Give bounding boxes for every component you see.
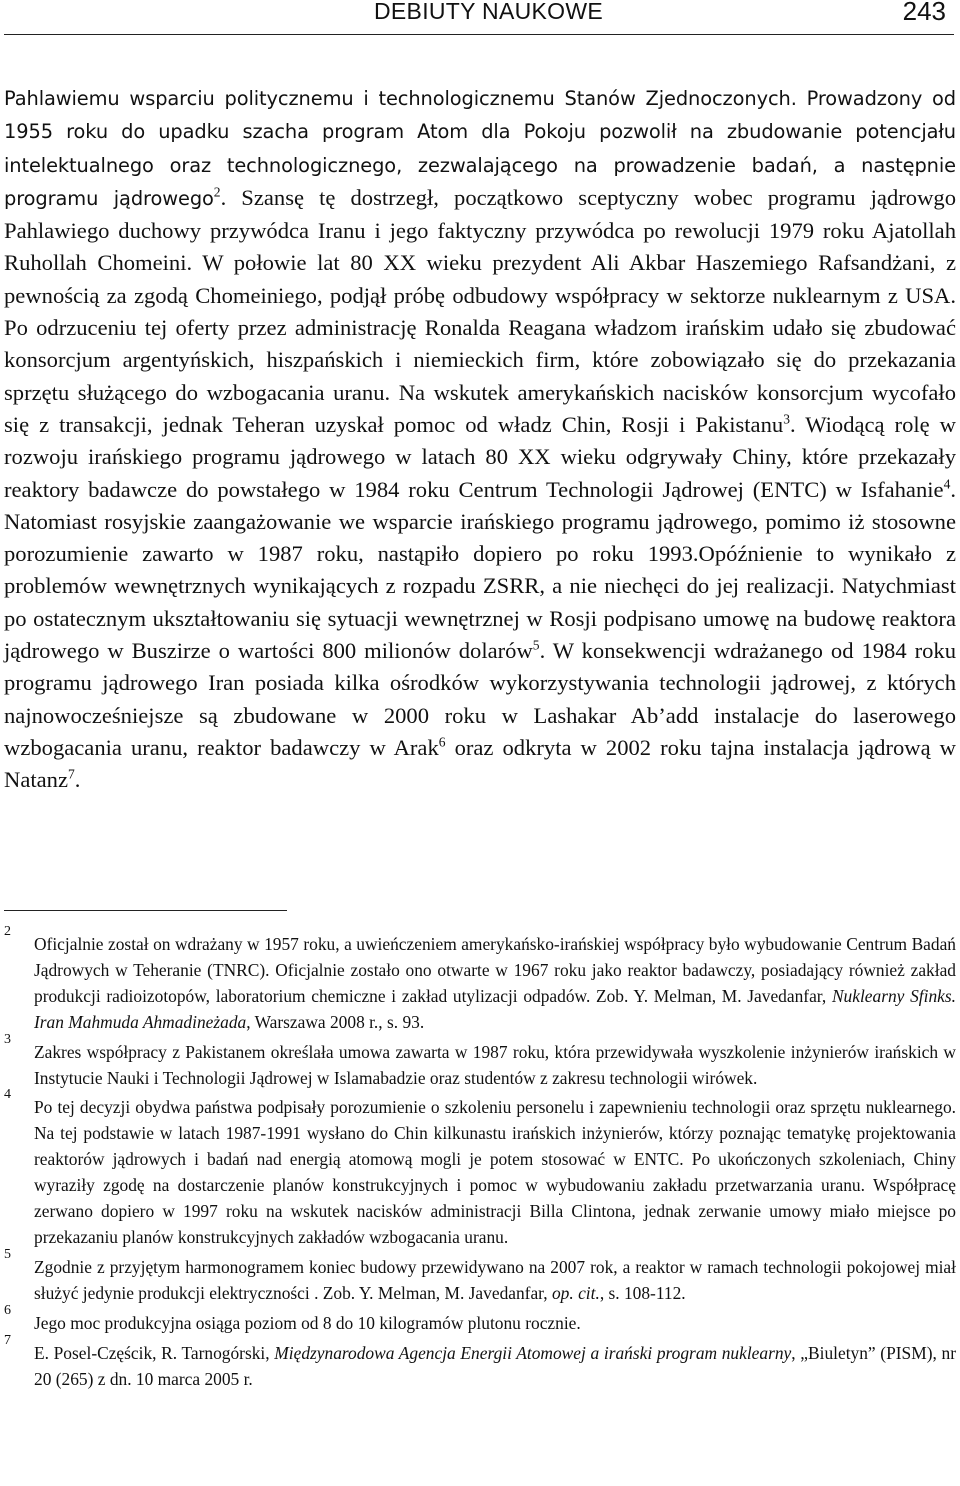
footnote-text: [34, 1341, 956, 1393]
footnote-text: [34, 1255, 956, 1307]
footnote-7: [4, 1332, 956, 1393]
body-text-segment: . W konsekwencji wdrażanego od 1984 roku programu jądrowego Iran posiada kilka ośrodków wykorzystywania technologii jądrowej, z których najnowocześniejsze są zbudowane w 2000 roku w Lashakar Ab’add instalacje do laserowego wzbogacania uranu, reaktor badawczy w Arak: [4, 638, 957, 760]
op-cit: op. cit.: [551, 1282, 600, 1303]
body-text-segment: oraz odkryta w 2002 roku tajna instalacja jądrową w Natanz: [4, 734, 956, 793]
page-number: 243: [902, 0, 946, 26]
body-lead-sentence: Pahlawiemu wsparciu politycznemu i technologicznemu Stanów Zjednoczonych. Prowadzony od 1955 roku do upadku szacha program Atom dla Pokoju pozwolił na zbudowanie potencjału intelektualnego oraz technologicznego, zezwalającego na prowadzenie badań, a następnie programu jądrowego: [4, 87, 956, 210]
section-title: DEBIUTY NAUKOWE: [374, 0, 603, 24]
cited-title: Nuklearny Sfinks. Iran Mahmuda Ahmadineżada: [34, 985, 956, 1032]
footnote-4: [4, 1087, 956, 1250]
footnote-ref-3[interactable]: 3: [783, 411, 790, 427]
footnote-number: 5: [4, 1246, 11, 1262]
footnote-text: Po tej decyzji obydwa państwa podpisały porozumienie o szkoleniu personelu i zapewnieniu technologii oraz sprzętu nuklearnego. Na tej podstawie w latach 1987-1991 wysłano do Chin kilkunastu irańskich inżynierów, którzy poznając tematykę projektowania reaktorów jądrowych i badań nad energią atomową mogli je potem stosować w ENTC. Po ukończonych szkoleniach, Chiny wyraziły zgodę na dostarczenie planów konstrukcyjnych i pomoc w wybudowaniu zakładu przetwarzania uranu. Współpracę zerwano dopiero w 1997 roku na wskutek nacisków administracji Billa Clintona, jednak zerwanie umowy miało miejsce po przekazaniu planów konstrukcyjnych zakładów wzbogacania uranu.: [34, 1097, 956, 1247]
footnote-text: [34, 932, 956, 1036]
footnotes: [4, 910, 956, 1396]
body-text-segment: . Wiodącą rolę w rozwoju irańskiego programu jądrowego w latach 80 XX wieku odgrywały Chiny, które przekazały reaktory badawcze do powstałego w 1984 roku Centrum Technologii Jądrowej (ENTC) w Isfahanie: [4, 411, 956, 502]
footnote-5: [4, 1246, 956, 1307]
running-header: [4, 0, 954, 35]
footnote-number: 4: [4, 1087, 11, 1103]
body-paragraph: [4, 82, 956, 797]
footnote-text-part: E. Posel-Częścik, R. Tarnogórski,: [34, 1342, 275, 1363]
footnote-text-part: , Warszawa 2008 r., s. 93.: [246, 1011, 425, 1032]
footnote-number: 6: [4, 1302, 11, 1318]
footnote-number: 3: [4, 1031, 11, 1047]
body-text-segment: . Natomiast rosyjskie zaangażowanie we wsparcie irańskiego programu jądrowego, pomimo iż stosowne porozumienie zawarto w 1987 roku, nastąpiło dopiero po roku 1993.Opóźnienie to wynikało z problemów wewnętrznych wynikających z rozpadu ZSRR, a nie niechęci do jej realizacji. Natychmiast po ostatecznym ukształtowaniu się sytuacji wewnętrznej w Rosji podpisano umowę na budowę reaktora jądrowego w Buszirze o wartości 800 milionów dolarów: [4, 476, 956, 664]
footnote-text: Zakres współpracy z Pakistanem określała umowa zawarta w 1987 roku, która przewidywała wyszkolenie inżynierów irańskich w Instytucie Nauki i Technologii Jądrowej w Islamabadzie oraz studentów z zakresu technologii wirówek.: [34, 1041, 956, 1088]
footnote-text-part: Oficjalnie został on wdrażany w 1957 roku, a uwieńczeniem amerykańsko-irańskiej współpracy było wybudowanie Centrum Badań Jądrowych w Teheranie (TNRC). Oficjalnie zostało ono otwarte w 1967 roku jako reaktor badawczy, posiadający również zakład produkcji radioizotopów, laboratorium chemiczne i zakład utylizacji odpadów. Zob. Y. Melman, M. Javedanfar,: [34, 934, 956, 1006]
body-text-segment: .: [74, 767, 81, 793]
footnote-2: [4, 924, 956, 1036]
footnote-text-part: , „Biuletyn” (PISM), nr 20 (265) z dn. 10 marca 2005 r.: [34, 1342, 956, 1389]
footnote-ref-7[interactable]: 7: [67, 766, 75, 782]
footnote-number: 7: [4, 1332, 11, 1348]
footnote-number: 2: [4, 924, 11, 939]
footnote-ref-4[interactable]: 4: [943, 476, 951, 492]
body-text-segment: . Szansę tę dostrzegł, początkowo sceptyczny wobec programu jądrowgo Pahlawiego duchowy przywódca Iranu i jego faktyczny przywódca po rewolucji 1979 roku Ajatollah Ruhollah Chomeini. W połowie lat 80 XX wieku prezydent Ali Akbar Haszemiego Rafsandżani, z pewnością za zgodą Chomeiniego, podjął próbę odbudowy współpracy w sektorze nuklearnym z USA. Po odrzuceniu tej oferty przez administrację Ronalda Reagana władzom irańskim udało się zbudować konsorcjum argentyńskich, hiszpańskich i niemieckich firm, które zobowiązało się do przekazania sprzętu służącego do wzbogacania uranu. Na wskutek amerykańskich nacisków konsorcjum wycofało się z transakcji, jednak Teheran uzyskał pomoc od władz Chin, Rosji i Pakistanu: [4, 184, 956, 437]
cited-title: Międzynarodowa Agencja Energii Atomowej a irański program nuklearny: [274, 1342, 792, 1363]
footnote-ref-6[interactable]: 6: [438, 734, 446, 750]
footnote-text: Jego moc produkcyjna osiąga poziom od 8 do 10 kilogramów plutonu rocznie.: [34, 1312, 581, 1333]
footnote-text-part: Zgodnie z przyjętym harmonogramem koniec budowy przewidywano na 2007 rok, a reaktor w ramach technologii pokojowej miał służyć jedynie produkcji elektryczności . Zob. Y. Melman, M. Javedanfar,: [34, 1256, 956, 1303]
footnote-ref-5[interactable]: 5: [532, 637, 540, 653]
footnote-6: [4, 1302, 956, 1337]
footnote-text-part: , s. 108-112.: [599, 1282, 686, 1303]
footnote-ref-2[interactable]: 2: [213, 184, 221, 200]
footnote-3: [4, 1031, 956, 1092]
